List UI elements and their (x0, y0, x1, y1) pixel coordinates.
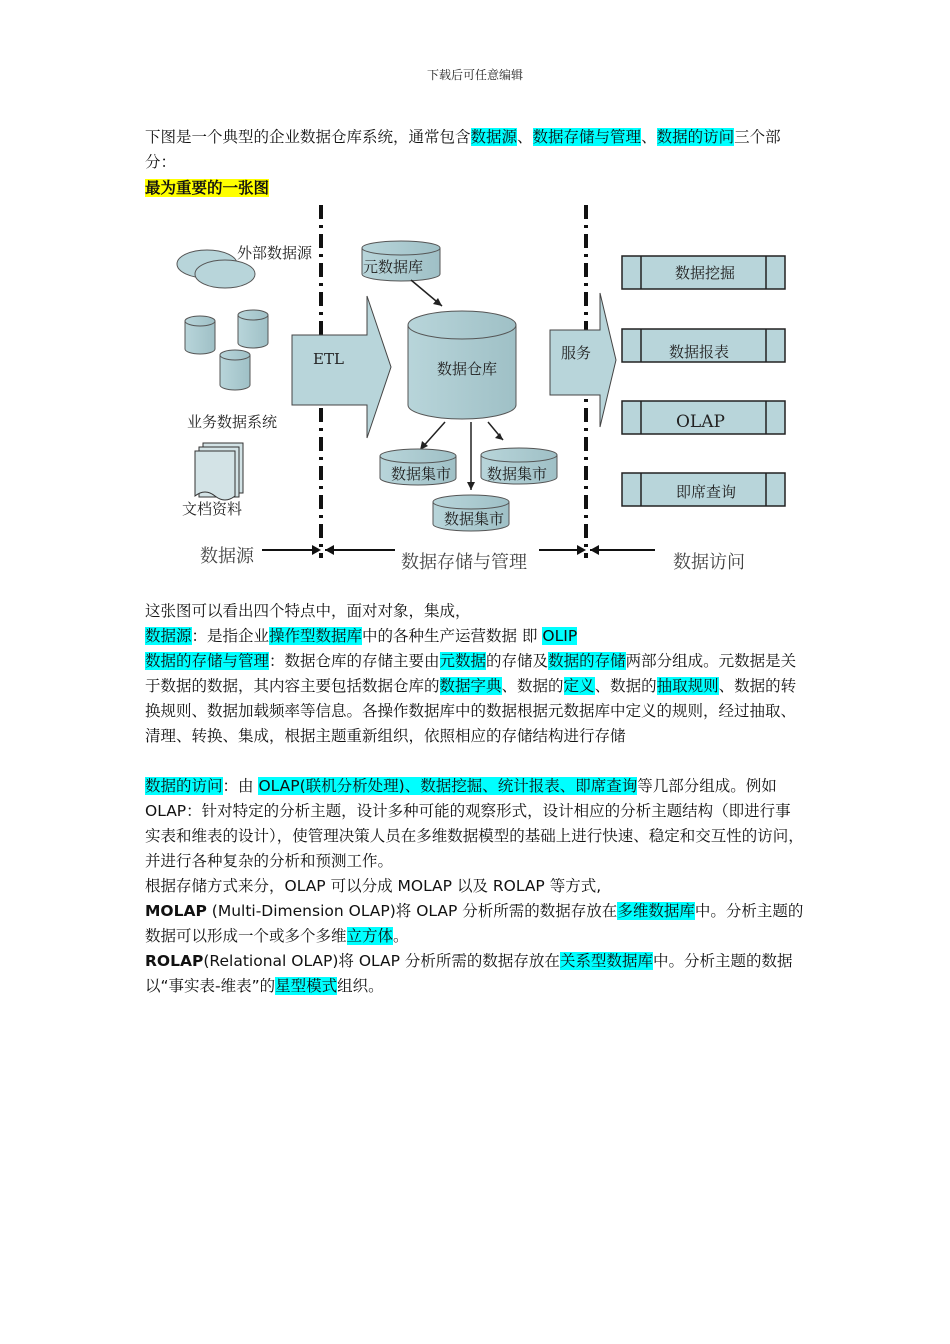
hl-data-access: 数据的访问 (145, 777, 223, 795)
hl-access-components: OLAP(联机分析处理)、数据挖掘、统计报表、即席查询 (258, 777, 638, 795)
highlight-access: 数据的访问 (656, 128, 735, 146)
data-mart-label-3: 数据集市 (444, 510, 505, 528)
hl-data-source: 数据源 (145, 627, 192, 645)
warehouse-label: 数据仓库 (437, 360, 498, 378)
storage-paragraph (145, 649, 805, 749)
highlight-data-source: 数据源 (470, 128, 518, 146)
access-paragraph (145, 774, 805, 874)
text: ：是指企业 (191, 627, 270, 645)
access-boxes (622, 256, 785, 506)
business-systems-label: 业务数据系统 (187, 413, 278, 431)
rolap-term: ROLAP (145, 952, 204, 970)
intro-paragraph (145, 125, 805, 175)
hl-operational-db: 操作型数据库 (269, 627, 363, 645)
important-line (145, 176, 805, 201)
data-report-label: 数据报表 (669, 343, 730, 361)
document-icon (195, 443, 243, 500)
olap-label: OLAP (676, 412, 725, 432)
hl-storage-mgmt: 数据的存储与管理 (145, 652, 270, 670)
highlight-storage: 数据存储与管理 (532, 128, 642, 146)
text: 中的各种生产运营数据 即 (362, 627, 543, 645)
adhoc-query-label: 即席查询 (676, 483, 737, 501)
intro-text: 下图是一个典型的企业数据仓库系统，通常包含 (145, 128, 471, 146)
access-section-label: 数据访问 (673, 552, 745, 573)
olap-modes-line: 根据存储方式来分，OLAP 可以分成 MOLAP 以及 ROLAP 等方式, (145, 877, 602, 895)
page-header: 下载后可任意编辑 (426, 68, 523, 82)
hl-definition: 定义 (563, 677, 595, 695)
text: 中。分析主题的数据可以形成一个或多个多维 (145, 902, 804, 945)
data-source-paragraph (145, 624, 805, 649)
source-section-label: 数据源 (200, 546, 254, 567)
text: 等几部分组成。例如 OLAP：针对特定的分析主题，设计多种可能的观察形式，设计相应的分析主题结构（即进行事实表和维表的设计），使管理决策人员在多维数据模型的基础上进行快速、稳定和交互性的访问，并进行各种复杂的分析和预测工作。 (145, 777, 804, 870)
molap-paragraph (145, 899, 805, 949)
hl-olip: OLIP (542, 627, 578, 645)
data-warehouse-diagram (145, 200, 815, 590)
hl-data-storage: 数据的存储 (548, 652, 626, 670)
text: 、数据的 (501, 677, 564, 695)
rolap-paragraph (145, 949, 805, 999)
hl-cube: 立方体 (346, 927, 394, 945)
intro-tail: 三个部分： (145, 128, 781, 171)
data-mining-label: 数据挖掘 (675, 264, 736, 282)
text: 、数据的转换规则、数据加载频率等信息。各操作数据库中的数据根据元数据库中定义的规则，经过抽取、清理、转换、集成，根据主题重新组织，依照相应的存储结构进行存储 (145, 677, 797, 745)
text: 中。分析主题的数据以“事实表-维表”的 (145, 952, 793, 995)
etl-label: ETL (313, 350, 344, 368)
service-label: 服务 (561, 344, 592, 362)
external-sources-label: 外部数据源 (237, 244, 313, 262)
text: (Relational OLAP)将 OLAP 分析所需的数据存放在 (203, 952, 560, 970)
text: ：由 (222, 777, 259, 795)
molap-term: MOLAP (145, 902, 207, 920)
data-mart-label-1: 数据集市 (391, 465, 452, 483)
hl-relational-db: 关系型数据库 (559, 952, 653, 970)
hl-metadata: 元数据 (439, 652, 487, 670)
data-mart-label-2: 数据集市 (487, 465, 548, 483)
text: 两部分组成。元数据是关于数据的数据，其内容主要包括数据仓库的 (145, 652, 797, 695)
hl-multidim-db: 多维数据库 (617, 902, 695, 920)
text: 。 (393, 927, 409, 945)
storage-section-label: 数据存储与管理 (401, 552, 527, 573)
hl-data-dictionary: 数据字典 (439, 677, 502, 695)
features-line: 这张图可以看出四个特点中，面对对象，集成， (145, 602, 471, 620)
hl-star-schema: 星型模式 (275, 977, 338, 995)
text: ：数据仓库的存储主要由 (269, 652, 440, 670)
text: 组织。 (337, 977, 384, 995)
text: 的存储及 (486, 652, 549, 670)
text: 、数据的 (594, 677, 657, 695)
important-label: 最为重要的一张图 (145, 179, 270, 197)
documents-label: 文档资料 (182, 500, 243, 518)
database-icon (185, 310, 268, 390)
text: (Multi-Dimension OLAP)将 OLAP 分析所需的数据存放在 (206, 902, 618, 920)
metadata-label: 元数据库 (363, 258, 424, 276)
separator: 、 (641, 128, 657, 146)
hl-extraction-rules: 抽取规则 (656, 677, 719, 695)
separator: 、 (517, 128, 533, 146)
